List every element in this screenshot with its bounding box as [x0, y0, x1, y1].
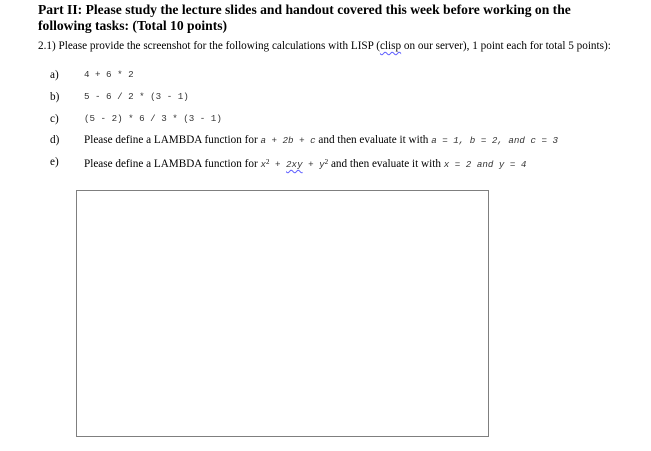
task-a-expression: 4 + 6 * 2 — [84, 69, 134, 80]
task-b-label: b) — [50, 91, 60, 103]
task-intro — [38, 39, 648, 53]
task-b-expression: 5 - 6 / 2 * (3 - 1) — [84, 91, 189, 102]
task-e-text-2: and then evaluate it with — [328, 158, 444, 170]
part-heading — [38, 2, 628, 34]
heading-line-1: Part II: Please study the lecture slides and handout covered this week before working on the — [38, 2, 571, 17]
task-d-body — [84, 132, 558, 149]
task-e-text-1: Please define a LAMBDA function for — [84, 158, 261, 170]
heading-line-2: following tasks: (Total 10 points) — [38, 18, 228, 33]
task-d-function: a + 2b + c — [260, 135, 316, 146]
task-e-exponent-1: 2 — [266, 158, 270, 166]
task-d-values: a = 1, b = 2, and c = 3 — [431, 135, 559, 146]
task-d-text-1: Please define a LAMBDA function for — [84, 134, 261, 146]
task-d — [0, 132, 651, 148]
task-e-plus-1: + — [269, 159, 287, 170]
task-e-middle-term: 2xy — [286, 159, 303, 170]
task-c-expression: (5 - 2) * 6 / 3 * (3 - 1) — [84, 113, 222, 124]
task-e-plus-2: + — [302, 159, 320, 170]
task-e-body — [84, 154, 526, 173]
clisp-word: clisp — [379, 40, 402, 52]
task-a-label: a) — [50, 69, 59, 81]
task-e-exponent-2: 2 — [324, 158, 329, 166]
task-a — [0, 67, 651, 83]
intro-prefix: 2.1) Please provide the screenshot for the following calculations with LISP ( — [38, 40, 380, 52]
task-b — [0, 89, 651, 105]
intro-suffix: on our server), 1 point each for total 5 points): — [401, 40, 611, 52]
task-d-text-2: and then evaluate it with — [315, 134, 432, 146]
task-e-values: x = 2 and y = 4 — [443, 159, 527, 170]
task-e — [0, 154, 651, 170]
task-c — [0, 111, 651, 127]
task-e-x: x — [260, 159, 266, 170]
task-d-label: d) — [50, 134, 60, 146]
task-c-label: c) — [50, 113, 59, 125]
task-e-label: e) — [50, 156, 59, 168]
task-e-y: y — [319, 159, 325, 170]
answer-box[interactable] — [76, 190, 489, 437]
